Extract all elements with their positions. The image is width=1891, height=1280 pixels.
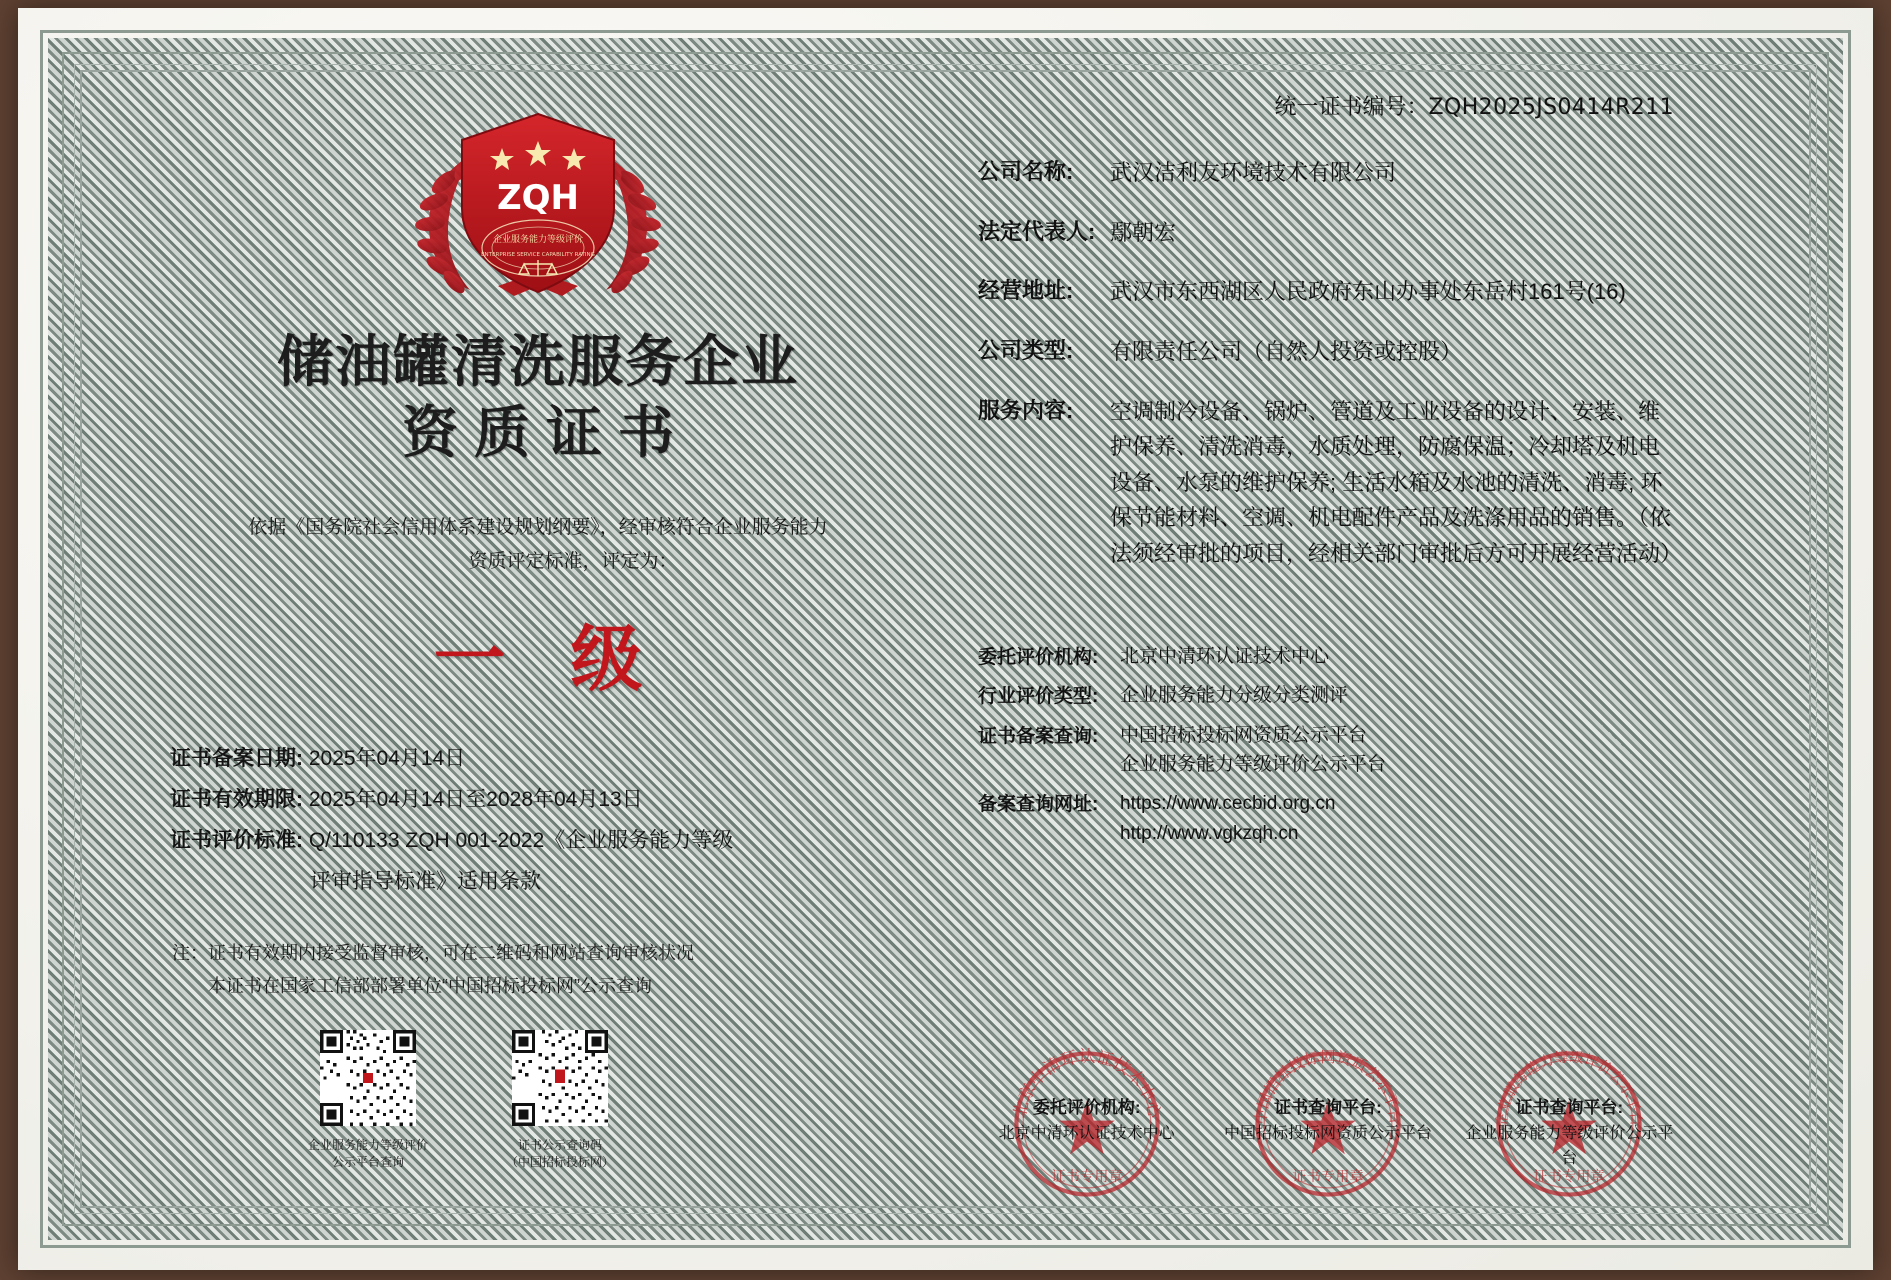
info-label-service-scope: 服务内容: — [978, 397, 1074, 423]
qr-code-row — [158, 1030, 918, 1172]
svg-text:企业服务能力等级评价公示平台: 企业服务能力等级评价公示平台 — [1494, 1049, 1644, 1127]
statement-line-2: 资质评定标准，评定为： — [468, 550, 678, 572]
meta-value-filing-query-sub: 企业服务能力等级评价公示平台 — [1120, 753, 1387, 775]
fact-label-validity: 证书有效期限: — [170, 788, 303, 812]
svg-text:证书专用章: 证书专用章 — [1050, 1168, 1123, 1185]
meta-label-query-url: 备案查询网址: — [978, 794, 1099, 816]
seal-caption-query-platform-2 — [1461, 1094, 1678, 1172]
statement-line-1: 依据《国务院社会信用体系建设规划纲要》，经审核符合企业服务能力 — [248, 516, 828, 538]
certificate-title-main: 储油罐清洗服务企业 — [277, 330, 799, 395]
qr-caption-public-query — [506, 1137, 614, 1172]
info-value-company-type: 有限责任公司（自然人投资或控股） — [1110, 338, 1463, 364]
fact-row-validity — [170, 780, 918, 821]
fact-value-validity: 2025年04月14日至2028年04月13日 — [308, 788, 643, 812]
emblem-initials: ZQH — [496, 178, 580, 218]
info-row-business-address — [978, 274, 1678, 310]
certificate-number-label: 统一证书编号： — [1274, 94, 1429, 119]
seal-caption-evaluation-agency — [978, 1094, 1195, 1147]
info-row-service-scope — [978, 394, 1683, 572]
info-label-company-type: 公司类型: — [978, 337, 1074, 363]
qr-caption-public-query-line2: （中国招标投标网） — [506, 1154, 615, 1169]
info-row-company-type — [978, 334, 1678, 370]
meta-value-evaluation-type: 企业服务能力分级分类测评 — [1120, 685, 1349, 707]
meta-label-filing-query: 证书备案查询: — [978, 725, 1099, 747]
seal-caption-label-query-platform-2: 证书查询平台: — [1515, 1097, 1624, 1117]
seal-caption-label-evaluation-agency: 委托评价机构: — [1032, 1097, 1141, 1117]
meta-value-filing-query-wrap — [1120, 721, 1386, 780]
qr-block-public-query — [506, 1030, 614, 1172]
info-value-company-name: 武汉洁利友环境技术有限公司 — [1110, 160, 1397, 185]
qr-caption-enterprise-line2: 公示平台查询 — [332, 1154, 405, 1169]
svg-text:北京中清环认证技术中心: 北京中清环认证技术中心 — [1008, 1045, 1165, 1120]
info-row-company-name — [978, 155, 1678, 191]
seal-caption-label-query-platform-1: 证书查询平台: — [1274, 1097, 1382, 1117]
seal-caption-sub-evaluation-agency: 北京中清环认证技术中心 — [998, 1124, 1175, 1142]
seal-block-evaluation-agency — [978, 1045, 1195, 1185]
enterprise-service-capability-qr-icon[interactable] — [320, 1030, 416, 1126]
meta-row-evaluation-agency — [978, 642, 1678, 671]
grade-value: 一 级 — [433, 617, 663, 702]
fact-value-standard-cont: 评审指导标准》适用条款 — [310, 869, 541, 893]
fact-value-filing-date: 2025年04月14日 — [308, 747, 466, 771]
info-value-legal-representative: 鄢朝宏 — [1110, 219, 1177, 245]
info-row-legal-representative — [978, 215, 1678, 251]
qr-caption-public-query-line1: 证书公示查询码 — [518, 1137, 603, 1152]
right-column — [978, 86, 1683, 858]
statement-block — [158, 511, 918, 579]
meta-label-evaluation-agency: 委托评价机构: — [978, 646, 1099, 668]
notes-block — [172, 937, 918, 1004]
fact-label-filing-date: 证书备案日期: — [170, 747, 303, 771]
seal-caption-query-platform-1 — [1219, 1094, 1436, 1147]
fact-label-standard: 证书评价标准: — [170, 829, 303, 853]
certificate-public-query-qr-icon[interactable] — [512, 1030, 608, 1126]
seal-caption-sub-query-platform-2: 企业服务能力等级评价公示平台 — [1465, 1124, 1674, 1168]
left-column — [158, 96, 918, 1171]
info-value-business-address: 武汉市东西湖区人民政府东山办事处东岳村161号(16) — [1110, 279, 1626, 305]
qr-block-enterprise — [308, 1030, 428, 1172]
seal-block-query-platform-2 — [1461, 1049, 1678, 1185]
meta-value-query-url-secondary[interactable]: http://www.vgkzqh.cn — [1120, 822, 1299, 844]
meta-value-query-url-primary[interactable]: https://www.cecbid.org.cn — [1120, 793, 1336, 815]
note-line-1: 注：证书有效期内接受监督审核，可在二维码和网站查询审核状况 — [172, 942, 694, 963]
certificate-content — [98, 86, 1793, 1194]
info-value-service-scope: 空调制冷设备、锅炉、管道及工业设备的设计、安装、维护保养、清洗消毒，水质处理，防腐保温；冷却塔及机电设备、水泵的维护保养; 生活水箱及水池的清洗、消毒; 环保节能材料、空调、机电配件产品及洗涤用品的销售。（依法须经审批的项目，经相关部门审批后方可开展经营活动） — [1110, 398, 1683, 566]
meta-label-evaluation-type: 行业评价类型: — [978, 686, 1099, 708]
svg-text:证书专用章: 证书专用章 — [1533, 1168, 1605, 1185]
evaluation-meta-list — [978, 642, 1678, 849]
info-label-legal-representative: 法定代表人: — [978, 218, 1096, 244]
info-label-company-name: 公司名称: — [978, 159, 1074, 184]
certificate-paper — [18, 8, 1873, 1270]
fact-row-filing-date — [170, 739, 918, 780]
fact-row-standard — [170, 821, 918, 903]
seal-block-query-platform-1 — [1219, 1047, 1436, 1185]
svg-text:企业服务能力等级评价: 企业服务能力等级评价 — [492, 235, 584, 245]
svg-text:证书专用章: 证书专用章 — [1292, 1168, 1364, 1185]
qr-caption-enterprise-line1: 企业服务能力等级评价 — [308, 1137, 429, 1152]
svg-text:中国招标投标网资质公示平台: 中国招标投标网资质公示平台 — [1251, 1047, 1405, 1125]
certificate-number — [978, 90, 1678, 121]
zqh-emblem — [378, 96, 698, 306]
note-line-2: 本证书在国家工信部部署单位“中国招标投标网”公示查询 — [208, 976, 652, 997]
certificate-title-sub: 资质证书 — [402, 401, 690, 466]
meta-row-filing-query — [978, 721, 1678, 780]
company-info-list — [978, 155, 1683, 572]
fact-value-standard: Q/110133 ZQH 001-2022《企业服务能力等级 — [308, 829, 734, 853]
certificate-number-value: ZQH2025JS0414R211 — [1428, 95, 1674, 120]
facts-block — [170, 739, 918, 903]
seal-row — [978, 1045, 1678, 1185]
seal-caption-sub-query-platform-1: 中国招标投标网资质公示平台 — [1223, 1124, 1432, 1142]
meta-value-filing-query: 中国招标投标网资质公示平台 — [1120, 724, 1368, 746]
info-label-business-address: 经营地址: — [978, 278, 1074, 304]
zqh-emblem-icon — [378, 96, 698, 306]
qr-caption-enterprise — [308, 1137, 428, 1172]
svg-text:ENTERPRISE SERVICE CAPABILITY: ENTERPRISE SERVICE CAPABILITY RATING — [481, 252, 595, 258]
meta-value-query-url-wrap — [1120, 789, 1335, 848]
meta-value-evaluation-agency: 北京中清环认证技术中心 — [1120, 645, 1330, 667]
meta-row-query-url — [978, 789, 1678, 848]
meta-row-evaluation-type — [978, 681, 1678, 710]
